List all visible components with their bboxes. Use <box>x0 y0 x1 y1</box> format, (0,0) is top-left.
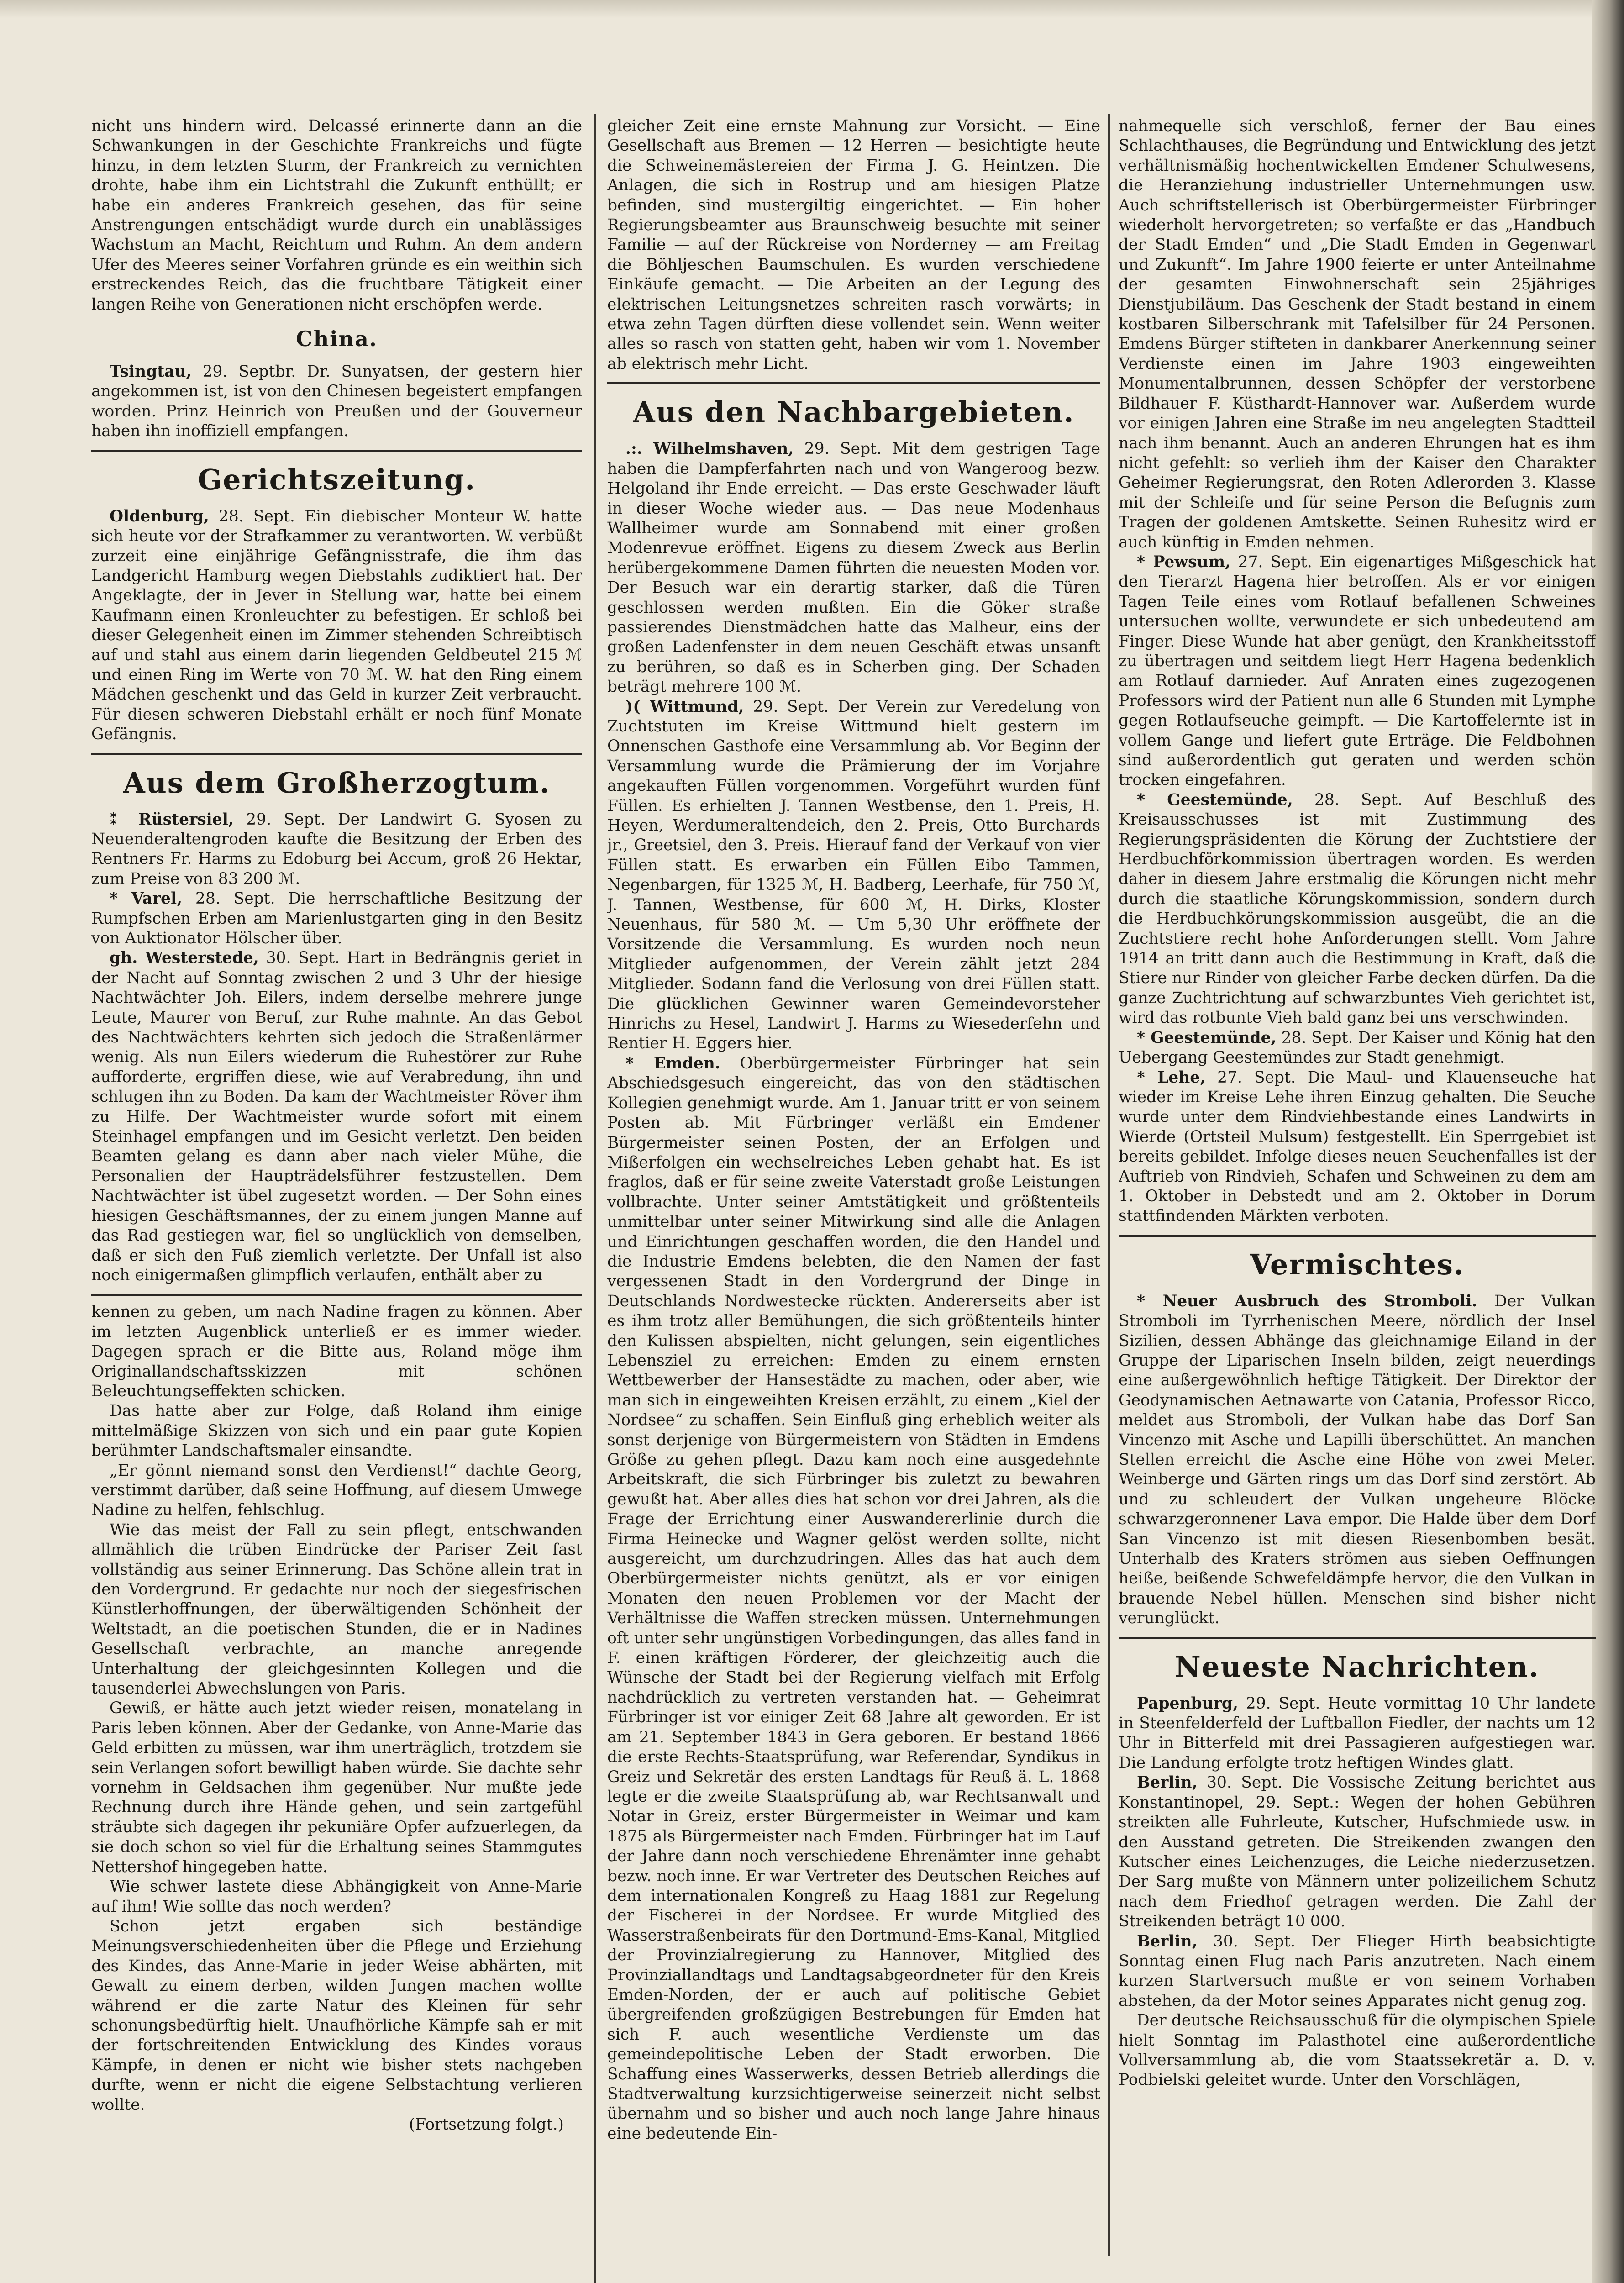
article-oldenburg-text: 28. Sept. Ein diebischer Monteur W. hatte sich heute vor der Strafkammer zu verantworten. W. verbüßt zurzeit eine einjährige Gefängnisstrafe, die ihm das Landgericht Hamburg wegen Diebstahls zudiktiert hat. Der Angeklagte, der in Jever in Stellung war, hatte bei einem Kaufmann einen Kronleuchter zu befestigen. Er schloß bei dieser Gelegenheit einen im Zimmer stehenden Schreibtisch auf und stahl aus einem darin liegenden Geldbeutel 215 ℳ und einen Ring im Werte von 70 ℳ. W. hat den Ring einem Mädchen geschenkt und das Geld in kurzer Zeit verbraucht. Für diesen schweren Diebstahl erhält er noch fünf Monate Gefängnis. <box>91 507 582 744</box>
article-ruestersiel <box>91 810 582 889</box>
section-heading-grossherzogtum: Aus dem Großherzogtum. <box>123 766 551 800</box>
section-divider <box>91 450 582 452</box>
article-wilhelmshaven-text: 29. Sept. Mit dem gestrigen Tage haben die Dampferfahrten nach und von Wangeroog bezw. Helgoland ihr Ende erreicht. — Das erste Geschwader läuft in dieser Woche wieder aus. — Das neue Modenhaus Wallheimer wurde am Sonnabend mit einer großen Modenrevue eröffnet. Eigens zu diesem Zweck aus Berlin herübergekommene Damen führten die neuesten Moden vor. Der Besuch war ein derartig starker, daß die Türen geschlossen werden mußten. Ein die Göker straße passierendes Dienstmädchen hatte das Malheur, eins der großen Ladenfenster in dem neuen Geschäft etwas unsanft zu berühren, so daß es in Scherben ging. Der Schaden beträgt mehrere 100 ℳ. <box>607 440 1100 696</box>
dateline-ruestersiel: ⁑ Rüstersiel, <box>110 810 234 829</box>
article-ruestersiel-text: 29. Sept. Der Landwirt G. Syosen zu Neuenderaltengroden kaufte die Besitzung der Erben des Rentners Fr. Harms zu Edoburg bei Accum, groß 26 Hektar, zum Preise von 83 200 ℳ. <box>91 810 582 888</box>
article-papenburg <box>1119 1694 1596 1773</box>
article-papenburg-text: 29. Sept. Heute vormittag 10 Uhr landete in Steenfelderfeld der Luftballon Fiedler, der nachts um 12 Uhr in Bitterfeld mit drei Passagieren aufgestiegen war. Die Landung erfolgte trotz heftigen Windes glatt. <box>1119 1694 1596 1772</box>
column-two <box>607 116 1100 2267</box>
dateline-berlin-2: Berlin, <box>1137 1932 1198 1951</box>
dateline-emden: * Emden. <box>625 1054 720 1073</box>
section-divider <box>607 382 1100 384</box>
dateline-wittmund: )( Wittmund, <box>625 697 744 716</box>
article-geestemuende-stadt-text: 28. Sept. Der Kaiser und König hat den Uebergang Geestemündes zur Stadt genehmigt. <box>1119 1028 1596 1067</box>
article-geestemuende-text: 28. Sept. Auf Beschluß des Kreisausschusses ist mit Zustimmung des Regierungspräsidenten die Körung der Zuchtstiere der Herdbuchförkommission übertragen worden. Es werden daher in diesem Jahre erstmalig die Körungen nicht mehr durch die staatliche Körungskommission, sondern durch die Herdbuchkörungskommission ausgeübt, die an die Zuchtstiere recht hohe Anforderungen stellt. Vom Jahre 1914 an tritt dann auch die Bestimmung in Kraft, daß die Stiere nur Rinder von gleicher Farbe decken dürfen. Da die ganze Zuchtrichtung auf schwarzbuntes Vieh gerichtet ist, wird das rotbunte Vieh bald ganz bei uns verschwinden. <box>1119 790 1596 1027</box>
article-berlin-1 <box>1119 1773 1596 1931</box>
story-paragraph: Schon jetzt ergaben sich beständige Meinungsverschiedenheiten über die Pflege und Erziehung des Kindes, das Anne-Marie in jeder Weise abhärten, mit Gewalt zu einem derben, wilden Jungen machen wollte während er die zarte Natur des Kleinen für sehr schonungsbedürftig hielt. Unaufhörliche Kämpfe sah er mit der fortschreitenden Entwicklung des Kindes voraus Kämpfe, in denen er nicht wie bisher stets nachgeben durfte, wenn er nicht die eigene Selbstachtung verlieren wollte. <box>91 1917 582 2114</box>
article-lehe <box>1119 1068 1596 1226</box>
dateline-geestemuende-2: * Geestemünde, <box>1137 1028 1277 1047</box>
article-geestemuende-stadt <box>1119 1028 1596 1068</box>
section-heading-nachbargebiete: Aus den Nachbargebieten. <box>633 395 1075 429</box>
article-wittmund <box>607 697 1100 1054</box>
column-divider-right <box>1108 114 1110 2256</box>
story-paragraph: Wie schwer lastete diese Abhängigkeit von Anne-Marie auf ihm! Wie sollte das noch werden? <box>91 1878 582 1916</box>
story-paragraph: Wie das meist der Fall zu sein pflegt, entschwanden allmählich die trüben Eindrücke der Pariser Zeit fast vollständig aus seiner Erinnerung. Das Schöne allein trat in den Vordergrund. Er gedachte nur noch der siegesfrischen Künstlerhoffnungen, der überwältigenden Schönheit der Weltstadt, an die poetischen Stunden, die er in Nadines Gesellschaft verbrachte, an manche anregende Unterhaltung der gleichgesinnten Kollegen und die tausenderlei Abwechslungen von Paris. <box>91 1520 582 1698</box>
article-berlin-2 <box>1119 1932 1596 2011</box>
story-paragraph: „Er gönnt niemand sonst den Verdienst!“ dachte Georg, verstimmt darüber, daß seine Hoffnung, auf diesem Umwege Nadine zu helfen, fehlschlug. <box>91 1461 582 1520</box>
continuation-note: (Fortsetzung folgt.) <box>409 2115 564 2134</box>
article-emden-text: Oberbürgermeister Fürbringer hat sein Abschiedsgesuch eingereicht, das von den städtischen Kollegien genehmigt wurde. Am 1. Januar tritt er von seinem Posten ab. Mit Fürbringer verläßt ein Emdener Bürgermeister seinen Posten, der an Erfolgen und Mißerfolgen ein wechselreiches Leben gehabt hat. Es ist fraglos, daß er für seine zweite Vaterstadt große Leistungen vollbrachte. Unter seiner Amtstätigkeit und größtenteils unmittelbar unter seiner Mitwirkung sind alle die Anlagen und Einrichtungen geschaffen worden, die den Handel und die Industrie Emdens belebten, die den Namen der fast vergessenen Stadt in den Vordergrund der Dinge in Deutschlands Nordwestecke rückten. Andererseits aber ist es ihm trotz aller Bemühungen, die sich größtenteils hinter den Kulissen abspielten, nicht gelungen, sein eigentliches Lebensziel zu erreichen: Emden zu einem ernsten Wettbewerber der Hansestädte zu machen, oder aber, wie man sich in eingeweihten Kreisen erzählt, zu einem „Kiel der Nordsee“ zu schaffen. Sein Einfluß ging erheblich weiter als sonst derjenige von Bürgermeistern von Städten in Emdens Größe zu gehen pflegt. Dazu kam noch eine ausgedehnte Arbeitskraft, die sich Fürbringer bis zuletzt zu bewahren gewußt hat. Aber alles dies hat schon vor drei Jahren, als die Frage der Errichtung einer Auswandererlinie durch die Firma Heinecke und Wagner gelöst werden sollte, nicht ausgereicht, um durchzudringen. Alles das hat auch dem Oberbürgermeister nichts genützt, als er vor einigen Monaten den neuen Problemen vor der Macht der Verhältnisse die Waffen strecken müssen. Unternehmungen oft unter sehr ungünstigen Vorbedingungen, das alles fand in F. einen kräftigen Förderer, der gleichzeitig auch die Wünsche der Stadt bei der Regierung vielfach mit Erfolg nachdrücklich zu vertreten verstanden hat. — Geheimrat Fürbringer ist vor einiger Zeit 68 Jahre alt geworden. Er ist am 21. September 1843 in Gera geboren. Er bestand 1866 die erste Rechts-Staatsprüfung, war Referendar, Syndikus in Greiz und Sekretär des ersten Landtags für Reuß ä. L. 1868 legte er die zweite Staatsprüfung ab, war Rechtsanwalt und Notar in Greiz, erster Bürgermeister in Weimar und kam 1875 als Bürgermeister nach Emden. Fürbringer hat im Lauf der Jahre dann noch verschiedene Ehrenämter inne gehabt bezw. noch inne. Er war Vertreter des Deutschen Reiches auf dem internationalen Kongreß zu Haag 1881 zur Regelung der Fischerei in der Nordsee. Er wurde Mitglied des Wasserstraßenbeirats für den Dortmund-Ems-Kanal, Mitglied der Provinzialregierung zu Hannover, Mitglied des Provinziallandtags und Landtagsabgeordneter für den Kreis Emden-Norden, der er auch auf politische Gebiet übergreifenden großzügigen Bestrebungen für Emden hat sich F. auch wesentliche Verdienste um das gemeindepolitische Leben der Stadt erworben. Die Schaffung eines Wasserwerks, dessen Betrieb allerdings die Stadtverwaltung kurzsichtigerweise seinerzeit nicht selbst übernahm und so bisher und auch noch lange Jahre hinaus eine bedeutende Ein- <box>607 1054 1100 2143</box>
article-stromboli-text: Der Vulkan Stromboli im Tyrrhenischen Meere, nördlich der Insel Sizilien, dessen Abhänge das gleichnamige Eiland in der Gruppe der Liparischen Inseln bilden, zeigt neuerdings eine außergewöhnlich heftige Tätigkeit. Der Direktor der Geodynamischen Aetnawarte von Catania, Professor Ricco, meldet aus Stromboli, der Vulkan habe das Dorf San Vincenzo mit Asche und Lapilli überschüttet. An manchen Stellen erreicht die Asche eine Höhe von zwei Meter. Weinberge und Gärten rings um das Dorf sind zerstört. Ab und zu schleudert der Vulkan ungeheure Blöcke schwarzgeronnener Lava empor. Die Halde über dem Dorf San Vincenzo ist mit diesen Riesenbomben besät. Unterhalb des Kraters strömen aus sieben Oeffnungen heiße, beißende Schwefeldämpfe hervor, die den Vulkan in brauende Nebel hüllen. Menschen sind bisher nicht verunglückt. <box>1119 1292 1596 1628</box>
section-heading-vermischtes: Vermischtes. <box>1250 1247 1465 1281</box>
article-stromboli <box>1119 1292 1596 1629</box>
delcasse-paragraph: nicht uns hindern wird. Delcassé erinnerte dann an die Schwankungen in der Geschichte Frankreichs und fügte hinzu, in dem letzten Sturm, der Frankreich zu vernichten drohte, habe ihm ein Lichtstrahl die Zukunft enthüllt; er habe ein anderes Frankreich gesehen, das für seine Anstrengungen entschädigt wurde durch ein unablässiges Wachstum an Macht, Reichtum und Ruhm. An dem andern Ufer des Meeres seiner Vorfahren gründe es ein weithin sich erstreckendes Reich, das die fruchtbare Tätigkeit einer langen Reihe von Generationen nicht erschöpfen werde. <box>91 117 582 314</box>
story-paragraph: Gewiß, er hätte auch jetzt wieder reisen, monatelang in Paris leben können. Aber der Gedanke, von Anne-Marie das Geld erbitten zu müssen, war ihm unerträglich, trotzdem sie sein Verlangen sofort bewilligt haben würde. Sie dachte sehr vornehm in Geldsachen ihm gegenüber. Nur mußte jede Rechnung durch ihre Hände gehen, und sein zartgefühl sträubte sich dagegen ihr pekuniäre Opfer aufzuerlegen, da sie doch schon so viel für die Erhaltung seines Stammgutes Nettershof hingegeben hatte. <box>91 1699 582 1876</box>
column-three <box>1119 116 1596 2283</box>
dateline-papenburg: Papenburg, <box>1137 1694 1239 1713</box>
article-wilhelmshaven <box>607 439 1100 697</box>
article-berlin-2-text: 30. Sept. Der Flieger Hirth beabsichtigte Sonntag einen Flug nach Paris anzutreten. Nach einem kurzen Startversuch mußte er von seinem Vorhaben abstehen, da der Motor seines Apparates nicht genug zog. <box>1119 1932 1596 2010</box>
story-paragraph: kennen zu geben, um nach Nadine fragen zu können. Aber im letzten Augenblick unterließ er es immer wieder. Dagegen sprach er die Bitte aus, Roland möge ihm Originallandschaftsskizzen mit schönen Beleuchtungseffekten schicken. <box>91 1303 582 1400</box>
article-olympia: Der deutsche Reichsausschuß für die olympischen Spiele hielt Sonntag im Palasthotel eine außerordentliche Vollversammlung ab, die vom Staatssekretär a. D. v. Podbielski geleitet wurde. Unter den Vorschlägen, <box>1119 2011 1596 2089</box>
emden-continuation: nahmequelle sich verschloß, ferner der Bau eines Schlachthauses, die Begründung und Entwicklung des jetzt verhältnismäßig hochentwickelten Emdener Schulwesens, die Heranziehung industrieller Unternehmungen usw. Auch schriftstellerisch ist Oberbürgermeister Fürbringer wiederholt hervorgetreten; so verfaßte er das „Handbuch der Stadt Emden“ und „Die Stadt Emden in Gegenwart und Zukunft“. Im Jahre 1900 feierte er unter Anteilnahme der gesamten Einwohnerschaft sein 25jähriges Dienstjubiläum. Das Geschenk der Stadt bestand in einem kostbaren Silberschrank mit Tafelsilber für 24 Personen. Emdens Bürger stifteten in dankbarer Anerkennung seiner Verdienste einen im Jahre 1903 eingeweihten Monumentalbrunnen, dessen Schöpfer der verstorbene Bildhauer F. Küsthardt-Hannover war. Außerdem wurde vor einigen Jahren eine Straße im neu angelegten Stadtteil nach ihm benannt. Auch an anderen Ehrungen hat es ihm nicht gefehlt: so verlieh ihm der Kaiser den Charakter Geheimer Regierungsrat, den Roten Adlerorden 3. Klasse mit der Schleife und für seine Person die Befugnis zum Tragen der goldenen Amtskette. Seinen Ruhesitz wird er auch künftig in Emden nehmen. <box>1119 117 1596 552</box>
local-news-paragraph: gleicher Zeit eine ernste Mahnung zur Vorsicht. — Eine Gesellschaft aus Bremen — 12 Herren — besichtigte heute die Schweinemästereien der Firma J. G. Heintzen. Die Anlagen, die sich in Rostrup und am hiesigen Platze befinden, sind mustergiltig eingerichtet. — Ein hoher Regierungsbeamter aus Braunschweig besuchte mit seiner Familie — auf der Rückreise von Norderney — am Freitag die Böhljeschen Baumschulen. Es wurden verschiedene Einkäufe gemacht. — Die Arbeiten an der Legung des elektrischen Leitungsnetzes schreiten rasch vorwärts; in etwa zehn Tagen dürften diese vollendet sein. Wenn weiter alles so rasch von statten geht, haben wir vom 1. November ab elektrisch mehr Licht. <box>607 117 1100 373</box>
section-heading-neueste-nachrichten: Neueste Nachrichten. <box>1175 1650 1540 1683</box>
article-emden <box>607 1054 1100 2144</box>
article-pewsum-text: 27. Sept. Ein eigenartiges Mißgeschick hat den Tierarzt Hagena hier betroffen. Als er vor einigen Tagen Teile eines vom Rotlauf befallenen Schweines untersuchen wollte, verwundete er sich unbedeutend am Finger. Diese Wunde hat aber genügt, den Krankheitsstoff zu übertragen und seitdem liegt Herr Hagena bedenklich am Rotlauf darnieder. Auf Anraten eines zugezogenen Professors wird der Patient nun alle 6 Stunden mit Lymphe gegen Rotlaufseuche geimpft. — Die Kartoffelernte ist in vollem Gange und liefert gute Erträge. Die Feldbohnen sind außerordentlich gut geraten und werden schön trocken eingefahren. <box>1119 552 1596 789</box>
article-westerstede <box>91 948 582 1285</box>
section-divider <box>1119 1235 1596 1237</box>
article-varel-text: 28. Sept. Die herrschaftliche Besitzung der Rumpfschen Erben am Marienlustgarten ging in den Besitz von Auktionator Hölscher über. <box>91 889 582 947</box>
feuilleton-divider <box>91 1294 582 1296</box>
column-one <box>91 116 582 2283</box>
dateline-tsingtau: Tsingtau, <box>110 363 192 381</box>
article-tsingtau <box>91 362 582 442</box>
article-wittmund-text: 29. Sept. Der Verein zur Veredelung von Zuchtstuten im Kreise Wittmund hielt gestern im Onnenschen Gasthofe eine Versammlung ab. Vor Beginn der Versammlung wurde die Prämierung der im Vorjahre angekauften Füllen vorgenommen. Vorgeführt wurden fünf Füllen. Es erhielten J. Tannen Westbense, den 1. Preis, H. Heyen, Werdumeraltendeich, den 2. Preis, Otto Burchards jr., Greetsiel, den 3. Preis. Hierauf fand der Verkauf von vier Füllen statt. Es erwarben ein Füllen Eibo Tammen, Negenbargen, für 1325 ℳ, H. Badberg, Leerhafe, für 750 ℳ, J. Tannen, Westbense, für 600 ℳ, H. Dirks, Kloster Neuenhaus, für 580 ℳ. — Um 5,30 Uhr eröffnete der Vorsitzende die Versammlung. Es wurden noch neun Mitglieder aufgenommen, der Verein zählt jetzt 284 Mitglieder. Sodann fand die Verlosung von drei Füllen statt. Die glücklichen Gewinner waren Gemeindevorsteher Hinrichs zu Hesel, Landwirt J. Harms zu Wiesederfehn und Rentier H. Eggers hier. <box>607 697 1100 1053</box>
dateline-westerstede: gh. Westerstede, <box>110 949 259 968</box>
article-geestemuende <box>1119 790 1596 1028</box>
article-westerstede-text: 30. Sept. Hart in Bedrängnis geriet in der Nacht auf Sonntag zwischen 2 und 3 Uhr der hiesige Nachtwächter Joh. Eilers, indem derselbe mehrere junge Leute, Maurer von Beruf, zur Ruhe mahnte. An das Gebot des Nachtwächters kehrten sich jedoch die Straßenlärmer wenig. Als nun Eilers wiederum die Ruhestörer zur Ruhe aufforderte, ergriffen diese, wie auf Verabredung, ihn und schlugen ihn zu Boden. Da kam der Wachtmeister Röver ihm zu Hilfe. Der Wachtmeister wurde sofort mit einem Steinhagel empfangen und im Gesicht verletzt. Den beiden Beamten gelang es dann aber nach vieler Mühe, die Personalien der Haupträdelsführer festzustellen. Dem Nachtwächter ist übel zugesetzt worden. — Der Sohn eines hiesigen Geschäftsmannes, der zu einem jungen Manne auf das Rad gestiegen war, fiel so unglücklich von demselben, daß er sich den Fuß ziemlich verletzte. Der Unfall ist also noch einigermaßen glimpflich verlaufen, enthält aber zu <box>91 949 582 1284</box>
dateline-varel: * Varel, <box>110 889 183 908</box>
section-heading-gerichtszeitung: Gerichtszeitung. <box>198 463 476 496</box>
section-heading-china: China. <box>296 326 378 352</box>
dateline-oldenburg: Oldenburg, <box>110 507 209 526</box>
article-oldenburg <box>91 507 582 745</box>
dateline-geestemuende: * Geestemünde, <box>1137 790 1293 809</box>
section-divider <box>1119 1637 1596 1639</box>
page-binding-shadow <box>1592 0 1624 2283</box>
story-paragraph: Das hatte aber zur Folge, daß Roland ihm einige mittelmäßige Skizzen von sich und ein paar gute Kopien berühmter Landschaftsmaler einsandte. <box>91 1402 582 1460</box>
article-pewsum <box>1119 552 1596 790</box>
article-berlin-1-text: 30. Sept. Die Vossische Zeitung berichtet aus Konstantinopel, 29. Sept.: Wegen der hohen Gebühren streikten alle Fuhrleute, Kutscher, Hufschmiede usw. in den Ausstand getreten. Die Streikenden zwangen den Kutscher eines Leichenzuges, die Leiche niederzusetzen. Der Sarg mußte von Männern unter polizeilichem Schutz nach dem Friedhof getragen werden. Die Zahl der Streikenden beträgt 10 000. <box>1119 1773 1596 1931</box>
dateline-wilhelmshaven: .:. Wilhelmshaven, <box>625 440 794 458</box>
dateline-berlin-1: Berlin, <box>1137 1773 1198 1792</box>
article-tsingtau-text: 29. Septbr. Dr. Sunyatsen, der gestern hier angekommen ist, ist von den Chinesen begeistert empfangen worden. Prinz Heinrich von Preußen und der Gouverneur haben ihn inoffiziell empfangen. <box>91 363 582 441</box>
column-divider-left <box>594 114 596 2283</box>
section-divider <box>91 753 582 755</box>
headline-stromboli: * Neuer Ausbruch des Stromboli. <box>1137 1292 1477 1310</box>
dateline-pewsum: * Pewsum, <box>1137 552 1231 571</box>
article-lehe-text: 27. Sept. Die Maul- und Klauenseuche hat wieder im Kreise Lehe ihren Einzug gehalten. Die Seuche wurde unter dem Rindviehbestande eines Landwirts in Wierde (Ortsteil Mulsum) festgestellt. Ein Sperrgebiet ist bereits gebildet. Infolge dieses neuen Seuchenfalles ist der Auftrieb von Rindvieh, Schafen und Schweinen zu dem am 1. Oktober in Debstedt und am 2. Oktober in Dorum stattfindenden Märkten verboten. <box>1119 1068 1596 1226</box>
page-top-edge <box>0 0 1624 18</box>
article-varel <box>91 889 582 948</box>
dateline-lehe: * Lehe, <box>1137 1068 1206 1087</box>
